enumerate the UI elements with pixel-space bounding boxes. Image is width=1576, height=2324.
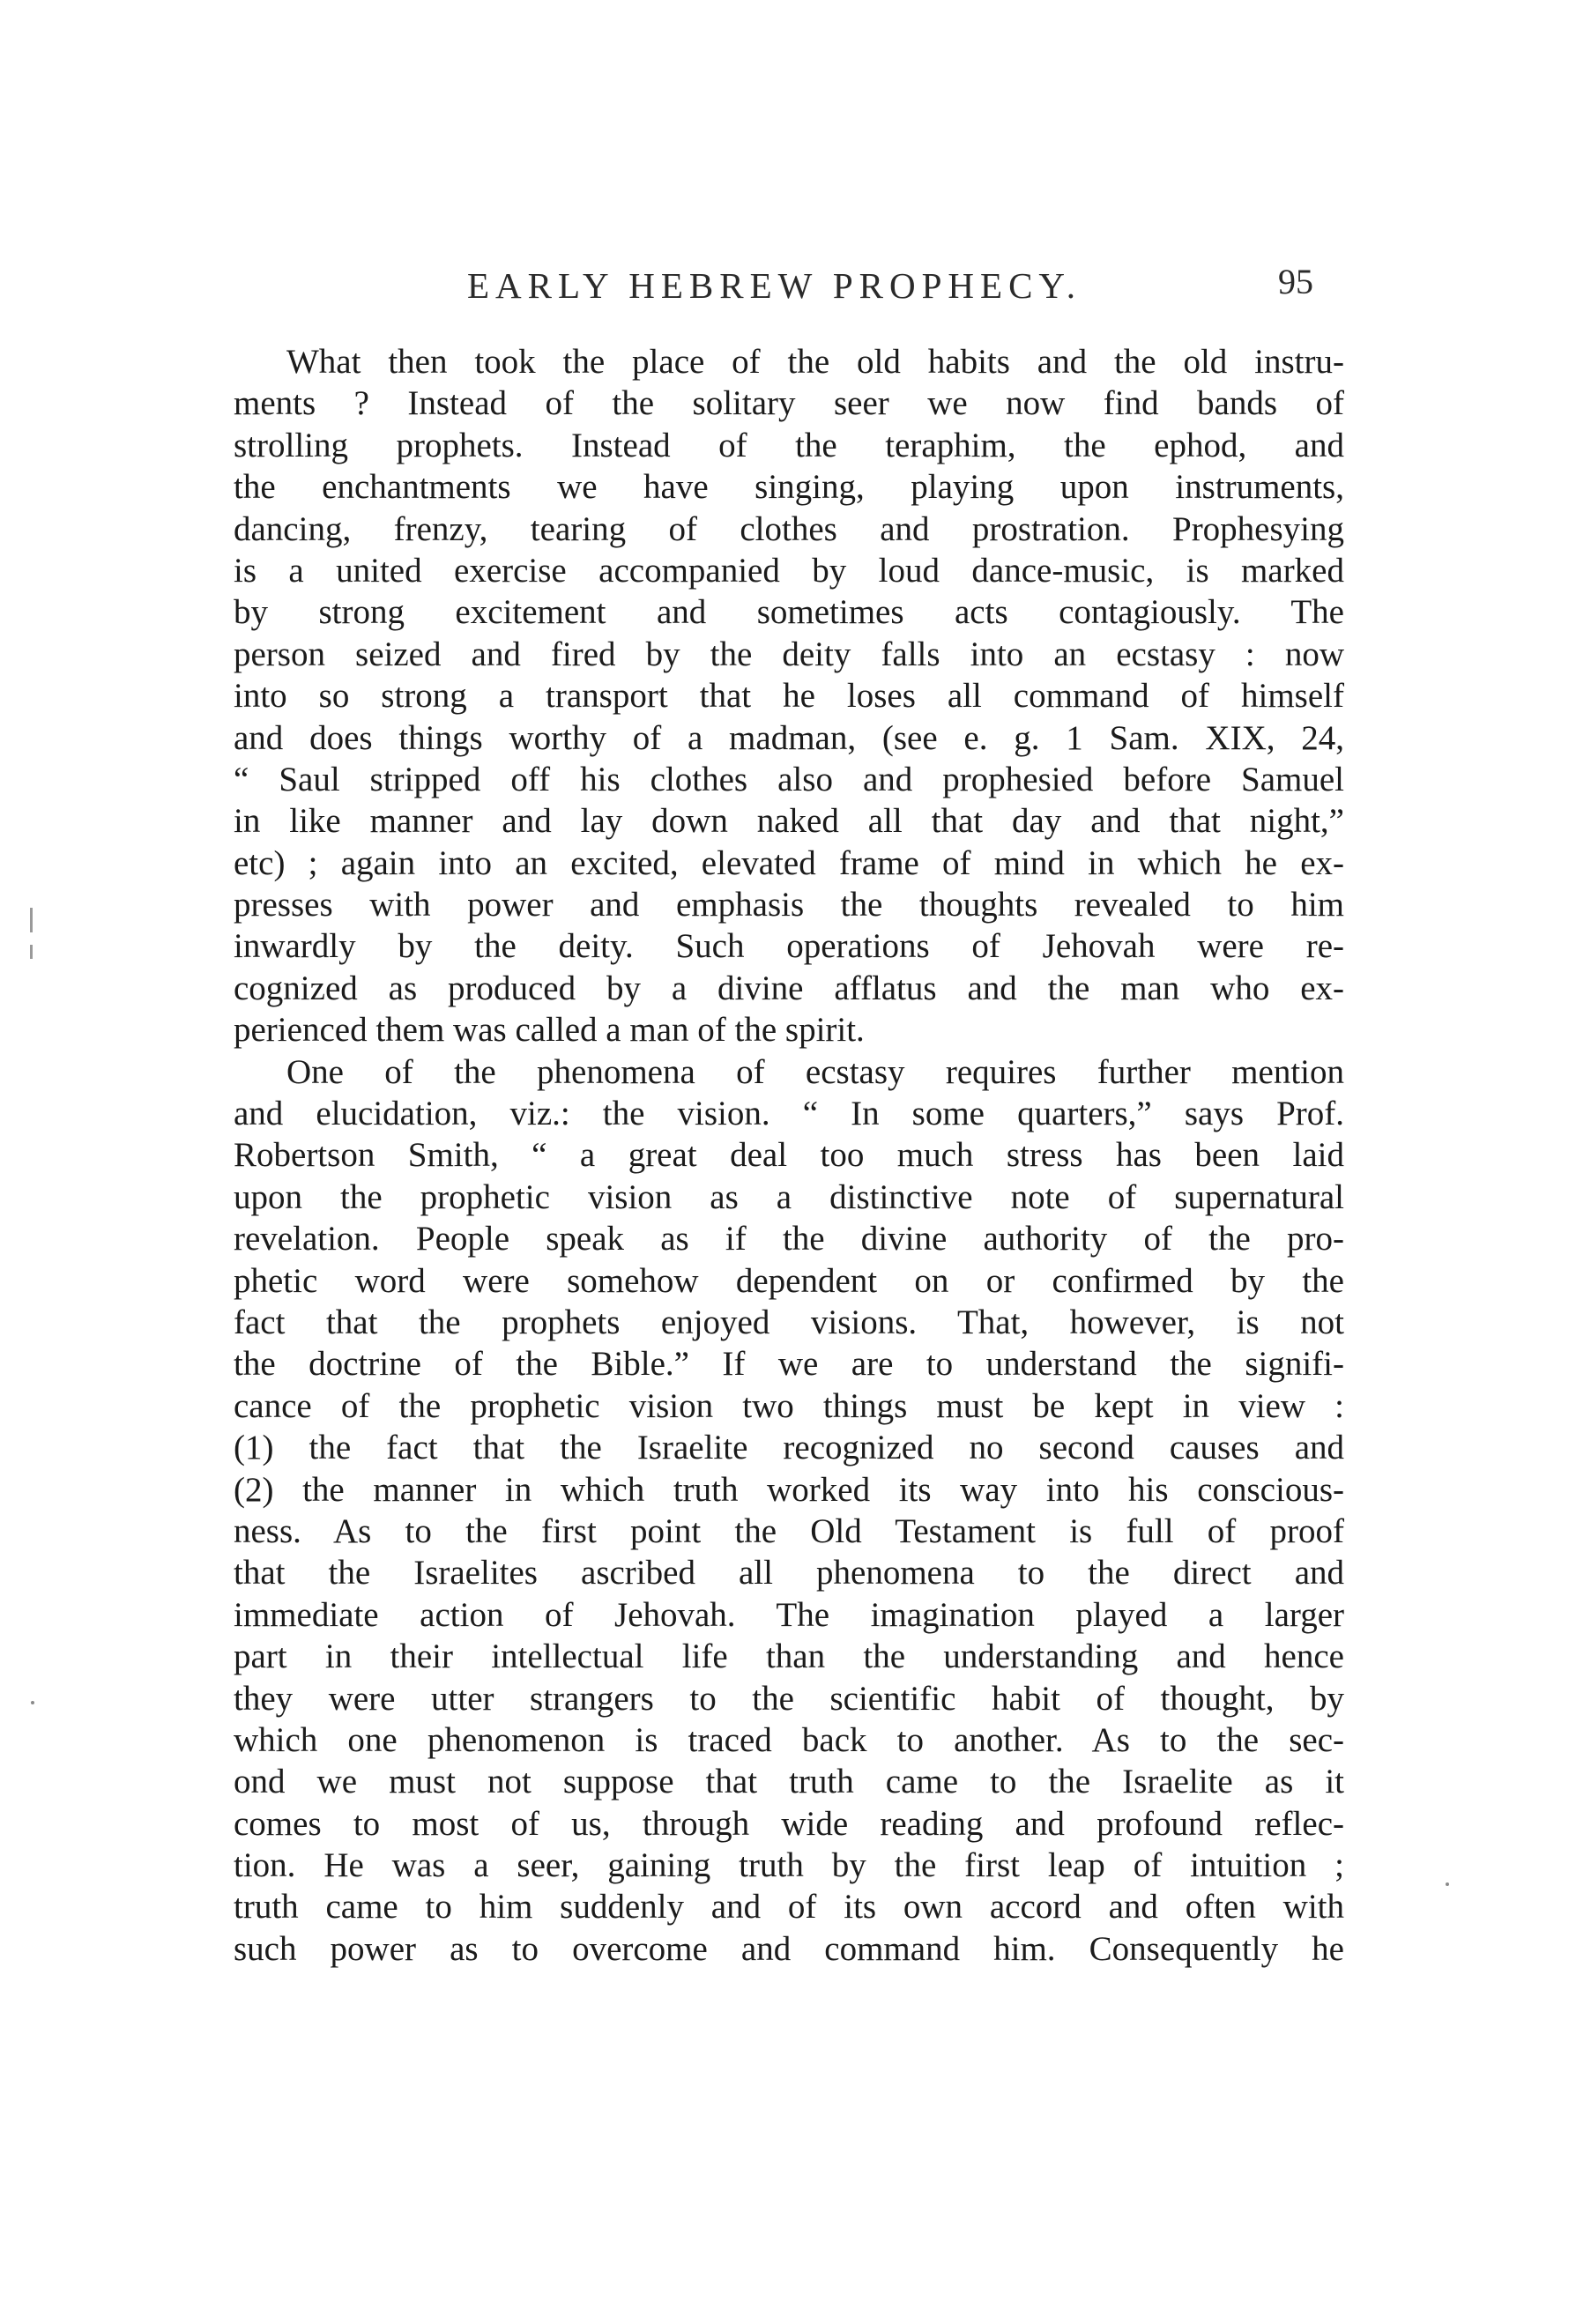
text-line: cognized as produced by a divine afflatus and the man who ex- [234,969,1344,1007]
text-line: immediate action of Jehovah. The imagination played a larger [234,1595,1344,1634]
paragraph [234,1051,1344,1971]
text-line: upon the prophetic vision as a distinctive note of supernatural [234,1177,1344,1216]
text-line: (1) the fact that the Israelite recognized no second causes and [234,1429,1344,1467]
text-line: the doctrine of the Bible.” If we are to understand the signifi- [234,1345,1344,1384]
margin-speck [1446,1882,1449,1886]
text-line: comes to most of us, through wide reading and profound reflec- [234,1804,1344,1843]
text-line: perienced them was called a man of the spirit. [234,1011,865,1050]
text-line: the enchantments we have singing, playing upon instruments, [234,468,1344,507]
text-line: part in their intellectual life than the understanding and hence [234,1637,1344,1676]
text-line: ond we must not suppose that truth came to the Israelite as it [234,1763,1344,1801]
text-line: strolling prophets. Instead of the teraphim, the ephod, and [234,426,1344,464]
text-line: in like manner and lay down naked all that day and that night,” [234,802,1344,841]
margin-mark [30,945,33,959]
text-line: Robertson Smith, “ a great deal too much stress has been laid [234,1136,1344,1175]
text-line: and elucidation, viz.: the vision. “ In some quarters,” says Prof. [234,1095,1344,1133]
margin-speck [31,1701,34,1704]
text-line: inwardly by the deity. Such operations of Jehovah were re- [234,927,1344,966]
text-line: such power as to overcome and command him. Consequently he [234,1929,1344,1968]
text-line: ments ? Instead of the solitary seer we now find bands of [234,384,1344,423]
text-line: dancing, frenzy, tearing of clothes and prostration. Prophesying [234,509,1344,548]
text-line: by strong excitement and sometimes acts contagiously. The [234,593,1344,632]
text-line: and does things worthy of a madman, (see e. g. 1 Sam. XIX, 24, [234,718,1344,757]
text-line: truth came to him suddenly and of its own accord and often with [234,1888,1344,1927]
text-line: person seized and fired by the deity falls into an ecstasy : now [234,635,1344,673]
text-line: What then took the place of the old habits and the old instru- [286,343,1344,381]
text-line: phetic word were somehow dependent on or confirmed by the [234,1261,1344,1300]
text-line: etc) ; again into an excited, elevated frame of mind in which he ex- [234,843,1344,882]
text-line: tion. He was a seer, gaining truth by the first leap of intuition ; [234,1846,1344,1885]
text-line: they were utter strangers to the scientific habit of thought, by [234,1679,1344,1718]
text-line: into so strong a transport that he loses all command of himself [234,677,1344,716]
paragraph [234,341,1344,1051]
text-line: is a united exercise accompanied by loud dance-music, is marked [234,551,1344,590]
text-line: cance of the prophetic vision two things must be kept in view : [234,1386,1344,1425]
text-line: which one phenomenon is traced back to another. As to the sec- [234,1720,1344,1759]
running-title: EARLY HEBREW PROPHECY. [467,265,1082,306]
text-line: presses with power and emphasis the thoughts revealed to him [234,886,1344,924]
text-line: fact that the prophets enjoyed visions. That, however, is not [234,1303,1344,1341]
text-line: “ Saul stripped off his clothes also and prophesied before Samuel [234,760,1344,798]
text-line: One of the phenomena of ecstasy requires further mention [286,1052,1344,1091]
running-head [0,264,1576,317]
body-text [234,341,1344,1970]
text-line: that the Israelites ascribed all phenomena to the direct and [234,1554,1344,1593]
margin-mark [30,908,33,932]
text-line: (2) the manner in which truth worked its way into his conscious- [234,1470,1344,1509]
text-line: ness. As to the first point the Old Testament is full of proof [234,1511,1344,1550]
text-line: revelation. People speak as if the divine authority of the pro- [234,1220,1344,1259]
page-number: 95 [1278,262,1313,301]
